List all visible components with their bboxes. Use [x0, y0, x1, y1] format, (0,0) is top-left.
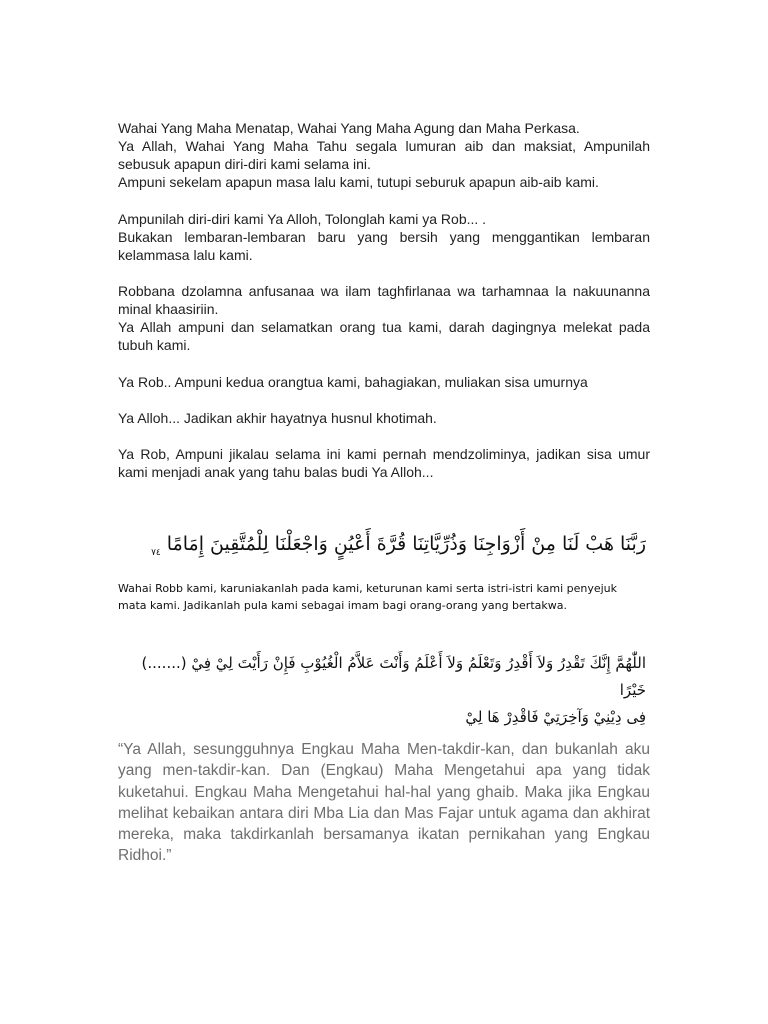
paragraph-line: Ya Allah ampuni dan selamatkan orang tua kami, darah dagingnya melekat pada tubuh kami.: [118, 319, 650, 353]
paragraph-line: Ya Rob, Ampuni jikalau selama ini kami pernah mendzoliminya, jadikan sisa umur kami menjadi anak yang tahu balas budi Ya Alloh...: [118, 446, 650, 480]
arabic-prayer: [116, 650, 646, 731]
prayer-quote: [118, 739, 650, 867]
paragraph-line: Ya Alloh... Jadikan akhir hayatnya husnul khotimah.: [118, 410, 437, 426]
paragraph-line: Robbana dzolamna anfusanaa wa ilam taghfirlanaa wa tarhamnaa la nakuunanna minal khaasiriin.: [118, 283, 650, 317]
arabic-prayer-line: اللّٰهُمَّ إِنَّكَ تَقْدِرُ وَلاَ أَقْدِرُ وَتَعْلَمُ وَلاَ أَعْلَمُ وَأَنْتَ عَلاَّمُ الْغُيُوْبِ فَإِنْ رَأَيْتَ لِيْ فِيْ (.......) خَيْرًا: [141, 654, 646, 699]
verse-translation: [118, 580, 658, 614]
paragraph-block-4: [118, 373, 650, 391]
paragraph-line: Ya Allah, Wahai Yang Maha Tahu segala lumuran aib dan maksiat, Ampunilah sebusuk apapun diri-diri kami selama ini.: [118, 138, 650, 172]
arabic-verse-text: رَبَّنَا هَبْ لَنَا مِنْ أَزْوَاجِنَا وَذُرِّيَّاتِنَا قُرَّةَ أَعْيُنٍ وَاجْعَلْنَا لِلْمُتَّقِينَ إِمَامًا: [166, 533, 646, 555]
translation-line: Wahai Robb kami, karuniakanlah pada kami, keturunan kami serta istri-istri kami penyejuk: [118, 582, 618, 595]
arabic-prayer-line: فِى دِيْنِيْ وَآخِرَتِيْ فَاقْدِرْ هَا لِيْ: [465, 708, 646, 726]
arabic-verse: [106, 527, 646, 570]
paragraph-line: Ampuni sekelam apapun masa lalu kami, tutupi seburuk apapun aib-aib kami.: [118, 174, 599, 190]
paragraph-line: Ya Rob.. Ampuni kedua orangtua kami, bahagiakan, muliakan sisa umurnya: [118, 374, 588, 390]
verse-number: ٧٤: [151, 547, 161, 558]
paragraph-block-6: [118, 445, 650, 481]
paragraph-block-1: [118, 119, 650, 191]
translation-line: mata kami. Jadikanlah pula kami sebagai imam bagi orang-orang yang bertakwa.: [118, 599, 567, 612]
paragraph-block-3: [118, 282, 650, 354]
paragraph-line: Bukakan lembaran-lembaran baru yang bersih yang menggantikan lembaran kelammasa lalu kami.: [118, 229, 650, 263]
quote-text: “Ya Allah, sesungguhnya Engkau Maha Men-takdir-kan, dan bukanlah aku yang men-takdir-kan. Dan (Engkau) Maha Mengetahui apa yang tidak kuketahui. Engkau Maha Mengetahui hal-hal yang ghaib. Maka jika Engkau melihat kebaikan antara diri Mba Lia dan Mas Fajar untuk agama dan akhirat mereka, maka takdirkanlah bersamanya ikatan pernikahan yang Engkau Ridhoi.”: [118, 741, 650, 865]
paragraph-line: Wahai Yang Maha Menatap, Wahai Yang Maha Agung dan Maha Perkasa.: [118, 120, 580, 136]
paragraph-block-5: [118, 409, 650, 427]
paragraph-line: Ampunilah diri-diri kami Ya Alloh, Tolonglah kami ya Rob... .: [118, 211, 487, 227]
paragraph-block-2: [118, 210, 650, 264]
